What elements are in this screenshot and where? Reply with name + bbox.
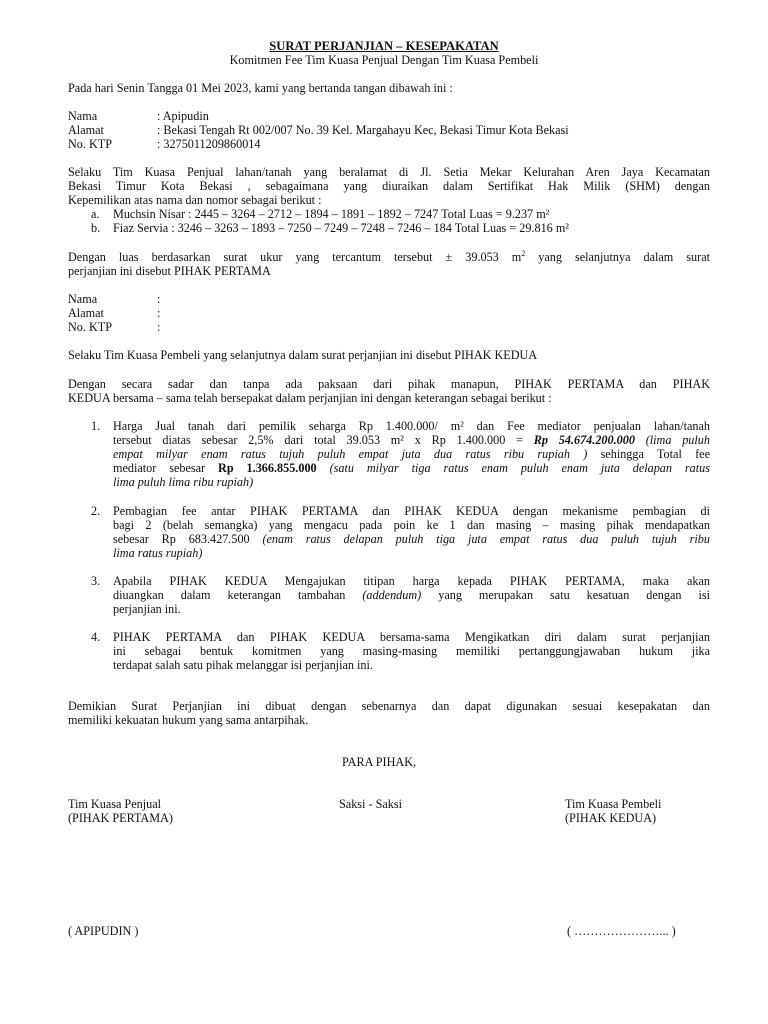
clause-line (113, 448, 710, 462)
owner-item: Muchsin Nisar : 2445 – 3264 – 2712 – 1894 – 1891 – 1892 – 7247 Total Luas = 9.237 m² (113, 207, 550, 221)
party2-name-row (68, 293, 160, 307)
clause-line: bagi 2 (belah semangka) yang mengacu pada poin ke 1 dan masing – masing pihak mendapatkan (113, 518, 710, 532)
owner-marker: b. (91, 221, 101, 235)
party1-ktp-value: : 3275011209860014 (157, 137, 261, 151)
party1-address-value: : Bekasi Tengah Rt 002/007 No. 39 Kel. Margahayu Kec, Bekasi Timur Kota Bekasi (157, 123, 569, 137)
intro-line: Pada hari Senin Tangga 01 Mei 2023, kami yang bertanda tangan dibawah ini : (68, 81, 453, 95)
clause-line (113, 533, 710, 547)
owner-marker: a. (91, 207, 100, 221)
seller-paragraph-line: Selaku Tim Kuasa Penjual lahan/tanah yang beralamat di Jl. Setia Mekar Kelurahan Aren Jaya Kecamatan (68, 165, 710, 179)
party1-name-value: : Apipudin (157, 109, 209, 123)
clause-text: mediator sebesar (113, 461, 219, 475)
area-paragraph-line (68, 248, 710, 265)
area-text: Dengan luas berdasarkan surat ukur yang tercantum tersebut ± 39.053 m (68, 250, 522, 264)
total-price-amount: Rp 54.674.200.000 (533, 433, 635, 447)
area-superscript: 2 (521, 248, 526, 258)
area-text: yang selanjutnya dalam surat (525, 250, 710, 264)
seller-signature-role: (PIHAK PERTAMA) (68, 811, 173, 825)
party2-ktp-row (68, 321, 160, 335)
buyer-signature-role: (PIHAK KEDUA) (565, 811, 657, 825)
buyer-paragraph: Selaku Tim Kuasa Pembeli yang selanjutnya dalam surat perjanjian ini disebut PIHAK KEDUA (68, 348, 538, 362)
party1-name-label: Nama (68, 109, 98, 123)
clause-line: PIHAK PERTAMA dan PIHAK KEDUA bersama-sama Mengikatkan diri dalam surat perjanjian (113, 630, 710, 644)
clause-text: sehingga Total fee (587, 447, 710, 461)
closing-line: memiliki kekuatan hukum yang sama antarpihak. (68, 713, 309, 727)
clause-line: ini sebagai bentuk komitmen yang masing-masing memiliki pertanggungjawaban hukum jika (113, 644, 710, 658)
party1-name-row (68, 110, 209, 124)
clause-text-italic: (satu milyar tiga ratus enam puluh enam juta delapan ratus (316, 461, 710, 475)
party2-ktp-value: : (157, 320, 161, 334)
clause-text: tersebut diatas sebesar 2,5% dari total 39.053 m² x Rp 1.400.000 = (113, 433, 534, 447)
agreement-intro-line: KEDUA bersama – sama telah bersepakat dalam perjanjian ini dengan keterangan sebagai berikut : (68, 391, 552, 405)
clause-line (113, 462, 710, 476)
clause-line (113, 589, 710, 603)
owner-item: Fiaz Servia : 3246 – 3263 – 1893 – 7250 – 7249 – 7248 – 7246 – 184 Total Luas = 29.816 m² (113, 221, 569, 235)
clause-number: 1. (91, 419, 101, 433)
party2-address-value: : (157, 306, 161, 320)
clause-text-italic: (enam ratus delapan puluh tiga juta empat ratus dua puluh tujuh ribu (262, 532, 710, 546)
clause-number: 3. (91, 574, 101, 588)
clause-line: Pembagian fee antar PIHAK PERTAMA dan PIHAK KEDUA dengan mekanisme pembagian di (113, 504, 710, 518)
party1-address-row (68, 124, 569, 138)
closing-line: Demikian Surat Perjanjian ini dibuat dengan sebenarnya dan dapat digunakan sesuai kesepakatan dan (68, 699, 710, 713)
clause-line: Apabila PIHAK KEDUA Mengajukan titipan harga kepada PIHAK PERTAMA, maka akan (113, 574, 710, 588)
party1-ktp-label: No. KTP (68, 137, 113, 151)
clause-text: diuangkan dalam keterangan tambahan (113, 588, 363, 602)
seller-signature-name: ( APIPUDIN ) (68, 924, 139, 938)
clause-line: Harga Jual tanah dari pemilik seharga Rp 1.400.000/ m² dan Fee mediator penjualan lahan/tanah (113, 419, 710, 433)
clause-line: terdapat salah satu pihak melanggar isi perjanjian ini. (113, 658, 373, 672)
clause-text: yang merupakan satu kesatuan dengan isi (421, 588, 710, 602)
document-title: SURAT PERJANJIAN – KESEPAKATAN (269, 39, 499, 53)
document-subtitle: Komitmen Fee Tim Kuasa Penjual Dengan Tim Kuasa Pembeli (229, 53, 539, 67)
seller-signature-title: Tim Kuasa Penjual (68, 797, 161, 811)
party2-address-label: Alamat (68, 306, 104, 320)
clause-text-italic: (addendum) (362, 588, 422, 602)
clause-line: lima puluh lima ribu rupiah) (113, 475, 254, 489)
clause-text: sebesar Rp 683.427.500 (113, 532, 263, 546)
party1-ktp-row (68, 138, 260, 152)
total-fee-amount: Rp 1.366.855.000 (218, 461, 317, 475)
buyer-signature-name: ( …………………... ) (567, 924, 676, 938)
party2-ktp-label: No. KTP (68, 320, 113, 334)
clause-line: perjanjian ini. (113, 602, 181, 616)
clause-text-italic: empat milyar enam ratus tujuh puluh empat juta dua ratus ribu rupiah ) (113, 447, 588, 461)
clause-number: 2. (91, 504, 101, 518)
area-paragraph-line: perjanjian ini disebut PIHAK PERTAMA (68, 264, 271, 278)
party2-address-row (68, 307, 160, 321)
clause-text-italic: (lima puluh (634, 433, 710, 447)
buyer-signature-title: Tim Kuasa Pembeli (565, 797, 662, 811)
party2-name-value: : (157, 292, 161, 306)
seller-paragraph-line: Bekasi Timur Kota Bekasi , sebagaimana yang diuraikan dalam Sertifikat Hak Milik (SHM) dengan (68, 179, 710, 193)
clause-line: lima ratus rupiah) (113, 546, 203, 560)
signature-heading: PARA PIHAK, (342, 755, 417, 769)
seller-paragraph-line: Kepemilikan atas nama dan nomor sebagai berikut : (68, 193, 322, 207)
witness-signature-title: Saksi - Saksi (339, 797, 402, 811)
party1-address-label: Alamat (68, 123, 104, 137)
party2-name-label: Nama (68, 292, 98, 306)
clause-number: 4. (91, 630, 101, 644)
agreement-intro-line: Dengan secara sadar dan tanpa ada paksaan dari pihak manapun, PIHAK PERTAMA dan PIHAK (68, 377, 710, 391)
clause-line (113, 434, 710, 448)
